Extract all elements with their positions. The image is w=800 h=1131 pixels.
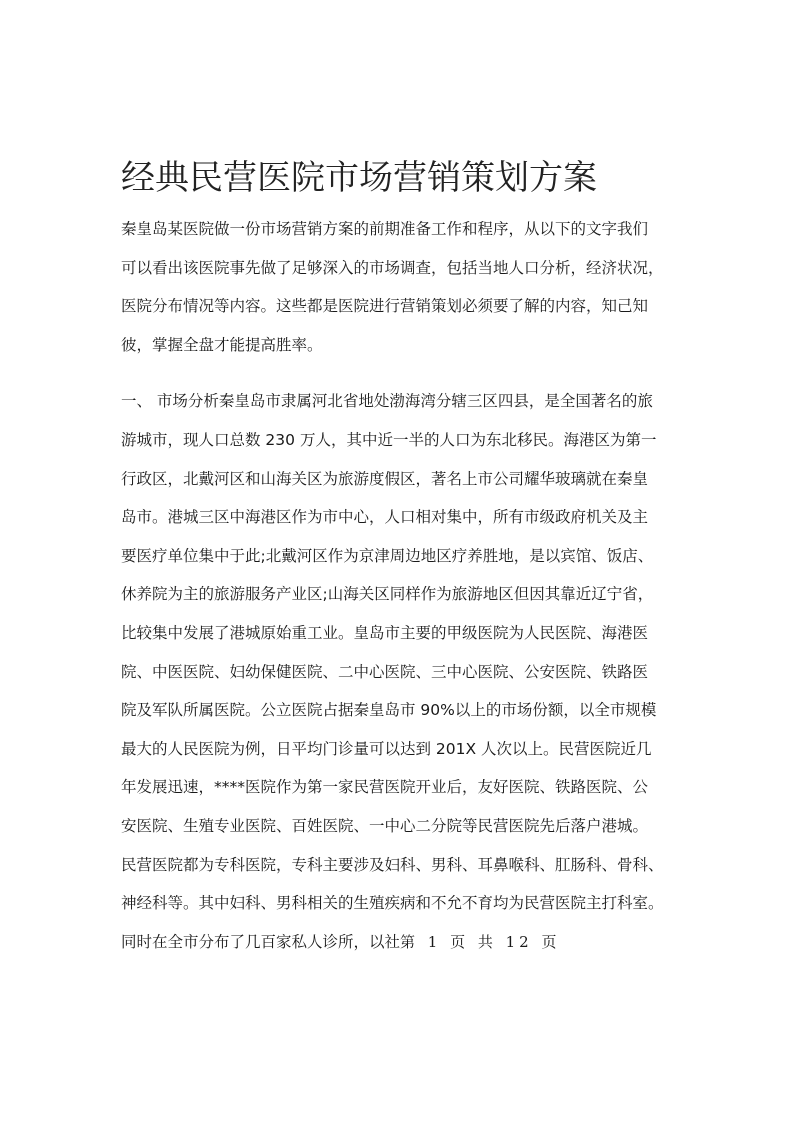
section-paragraph: [121, 382, 681, 961]
text-line: 游城市，现人口总数 230 万人，其中近一半的人口为东北移民。海港区为第一: [121, 430, 657, 449]
text-line: 秦皇岛某医院做一份市场营销方案的前期准备工作和程序，从以下的文字我们: [121, 220, 649, 238]
text-line: 神经科等。其中妇科、男科相关的生殖疾病和不允不育均为民营医院主打科室。: [121, 894, 664, 913]
document-title: 经典民营医院市场营销策划方案: [121, 158, 597, 198]
text-line: 院、中医医院、妇幼保健医院、二中心医院、三中心医院、公安医院、铁路医: [121, 662, 649, 681]
text-line: 安医院、生殖专业医院、百姓医院、一中心二分院等民营医院先后落户港城。: [121, 816, 649, 835]
text-line: 比较集中发展了港城原始重工业。皇岛市主要的甲级医院为人民医院、海港医: [121, 623, 649, 642]
last-line-text: 同时在全市分布了几百家私人诊所，以社: [121, 932, 401, 951]
text-line: 一、 市场分析秦皇岛市隶属河北省地处渤海湾分辖三区四县，是全国著名的旅: [121, 392, 653, 411]
text-line: 民营医院都为专科医院，专科主要涉及妇科、男科、耳鼻喉科、肛肠科、骨科、: [121, 855, 664, 874]
text-line: 岛市。港城三区中海港区作为市中心，人口相对集中，所有市级政府机关及主: [121, 508, 649, 527]
last-line-with-footer: [121, 923, 681, 962]
text-line: 休养院为主的旅游服务产业区;山海关区同样作为旅游地区但因其靠近辽宁省，: [121, 585, 654, 604]
text-line: 最大的人民医院为例，日平均门诊量可以达到 201X 人次以上。民营医院近几: [121, 739, 652, 758]
page-number-footer: 第 1 页 共 12 页: [400, 932, 561, 951]
intro-paragraph: [121, 210, 681, 364]
text-line: 彼，掌握全盘才能提高胜率。: [121, 335, 323, 354]
text-line: 年发展迅速，****医院作为第一家民营医院开业后，友好医院、铁路医院、公: [121, 778, 649, 797]
document-body: [121, 210, 681, 961]
text-line: 院及军队所属医院。公立医院占据秦皇岛市 90%以上的市场份额，以全市规模: [121, 701, 657, 720]
text-line: 医院分布情况等内容。这些都是医院进行营销策划必须要了解的内容，知己知: [121, 297, 649, 316]
paragraph-gap: [121, 364, 681, 382]
text-line: 行政区，北戴河区和山海关区为旅游度假区，著名上市公司耀华玻璃就在秦皇: [121, 469, 649, 488]
text-line: 可以看出该医院事先做了足够深入的市场调查，包括当地人口分析，经济状况，: [121, 258, 664, 277]
text-line: 要医疗单位集中于此;北戴河区作为京津周边地区疗养胜地，是以宾馆、饭店、: [121, 546, 654, 565]
